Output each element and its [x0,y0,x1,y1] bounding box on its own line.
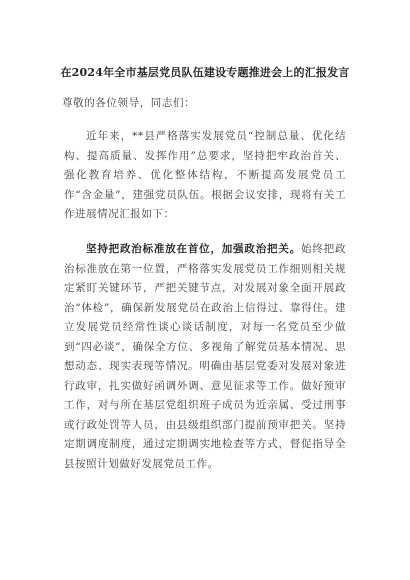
paragraph-lead-heading: 坚持把政治标准放在首位，加强政治把关。 [86,243,302,255]
paragraph-political-standard [64,240,346,474]
paragraph-intro: 近年来，**县严格落实发展党员“控制总量、优化结构、提高质量、发挥作用”总要求，坚持把牢政治首关、强化教育培养、优化整体结构，不断提高发展党员工作“含金量”，建强党员队伍。根据会议安排，现将有关工作进展情况汇报如下： [64,130,346,220]
document-title: 在2024年全市基层党员队伍建设专题推进会上的汇报发言 [60,66,350,79]
paragraph-body: 始终把政治标准放在第一位置，严格落实发展党员工作细则相关规定紧盯关键环节，严把关键节点，对发展对象全面开展政治“体检”，确保新发展党员在政治上信得过、靠得住。建立发展党员经常性谈心谈话制度，对每一名党员至少做到“四必谈”，确保全方位、多视角了解党员基本情况、思想动态、现实表现等情况。明确由基层党委对发展对象进行政审，扎实做好函调外调、意见征求等工作。做好预审工作，对与所在基层党组织班子成员为近亲属、受过刑事或行政处罚等人员，由县级组织部门提前预审把关。坚持定期调度制度，通过定期调实地检查等方式，督促指导全县按照计划做好发展党员工作。 [64,243,347,470]
salutation: 尊敬的各位领导，同志们： [62,97,196,109]
